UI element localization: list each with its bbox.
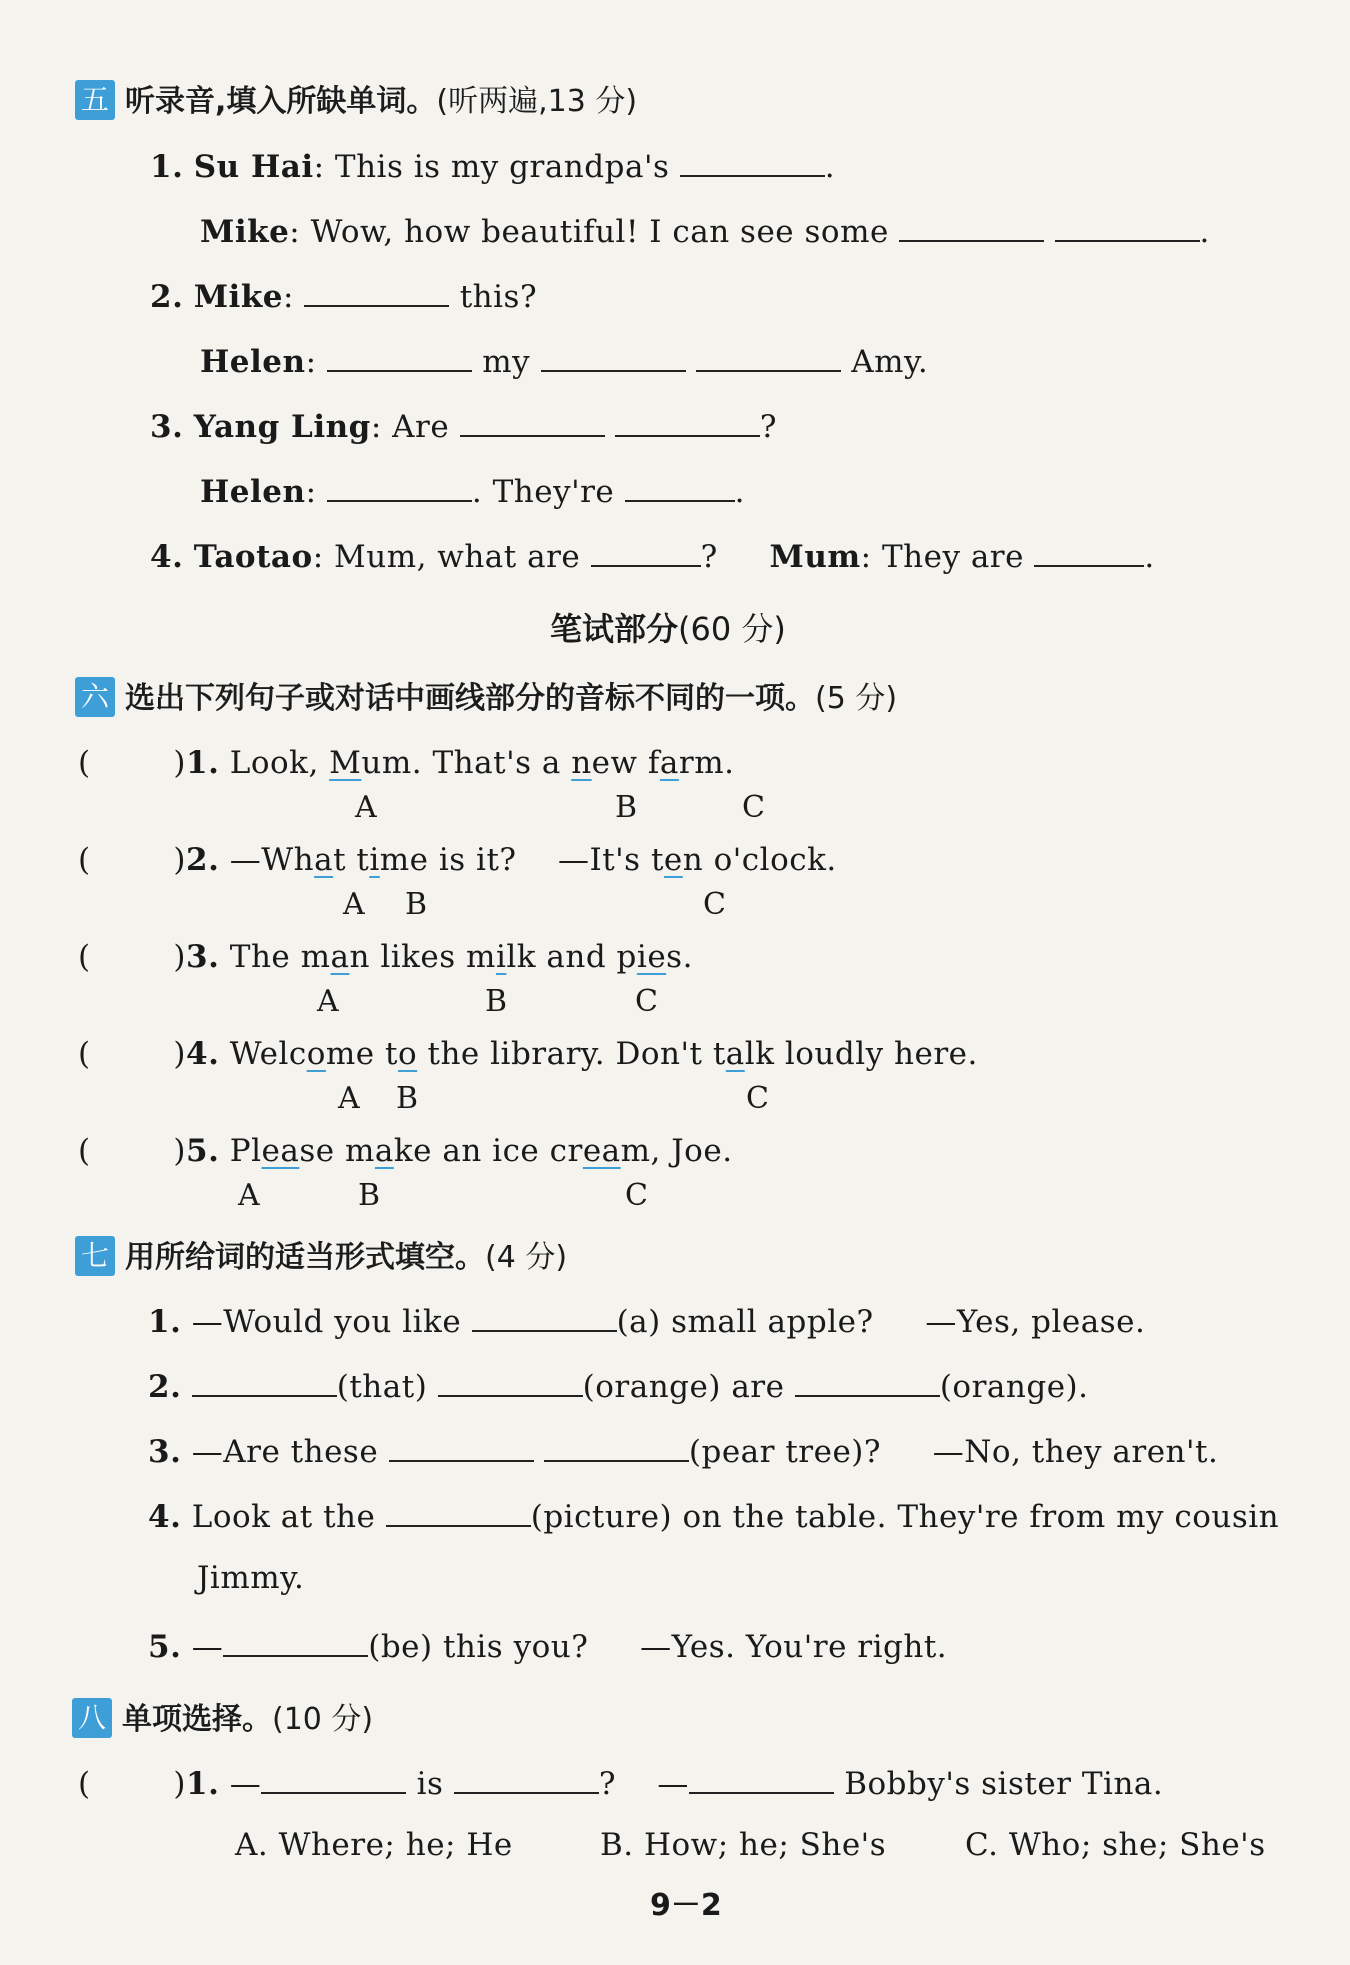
answer-blank[interactable] [615, 405, 760, 437]
sentence-text: me is it? —It's t [379, 842, 664, 878]
sentence-text: se m [299, 1133, 375, 1169]
question-number: 1. [186, 1766, 220, 1802]
answer-blank[interactable] [389, 1430, 534, 1462]
question-text: (picture) on the table. They're from my cousin [530, 1499, 1280, 1535]
answer-paren[interactable]: ( ) [78, 1766, 187, 1802]
question-number: 4. [150, 539, 184, 575]
page-number: 9－2 [650, 1888, 722, 1923]
answer-blank[interactable] [591, 535, 701, 567]
underlined-part: e [663, 842, 683, 878]
question-number: 4. [186, 1036, 220, 1072]
answer-blank[interactable] [696, 340, 841, 372]
s8-choice-c[interactable]: C. Who; she; She's [965, 1827, 1266, 1863]
section-5-score: (听两遍,13 分) [436, 84, 638, 119]
question-number: 2. [148, 1369, 182, 1405]
question-text: (orange) are [582, 1369, 785, 1405]
written-title-text: 笔试部分 [550, 610, 679, 648]
section-8-header [72, 1694, 373, 1741]
sentence-text: m, Joe. [620, 1133, 733, 1169]
answer-blank[interactable] [1034, 535, 1144, 567]
s7-item-4-continued [197, 1560, 304, 1596]
sentence-text: lk loudly here. [744, 1036, 978, 1072]
underlined-part: ie [636, 939, 667, 975]
option-label-a: A [317, 984, 339, 1019]
answer-blank[interactable] [680, 145, 825, 177]
punctuation: . [1199, 214, 1210, 250]
answer-blank[interactable] [386, 1495, 531, 1527]
section-5-header [75, 76, 637, 123]
s6-item-5 [78, 1133, 733, 1169]
s7-item-3 [148, 1430, 1218, 1470]
question-text: : Mum, what are [312, 539, 581, 575]
question-number: 5. [186, 1133, 220, 1169]
question-number: 3. [150, 409, 184, 445]
question-text: : Wow, how beautiful! I can see some [289, 214, 889, 250]
answer-blank[interactable] [625, 470, 735, 502]
s7-item-1 [148, 1300, 1145, 1340]
s5-q1-line2 [200, 210, 1210, 250]
answer-blank[interactable] [327, 340, 472, 372]
question-number: 3. [148, 1434, 182, 1470]
answer-blank[interactable] [689, 1762, 834, 1794]
answer-blank[interactable] [899, 210, 1044, 242]
punctuation: ? [700, 539, 718, 575]
question-text: (orange). [939, 1369, 1089, 1405]
question-text: —Are these [191, 1434, 379, 1470]
answer-blank[interactable] [544, 1430, 689, 1462]
answer-blank[interactable] [327, 470, 472, 502]
sentence-text: n likes m [349, 939, 496, 975]
option-label-b: B [405, 887, 428, 922]
punctuation: . [734, 474, 745, 510]
answer-paren[interactable]: ( ) [78, 842, 187, 878]
s6-item-2 [78, 842, 837, 878]
sentence-text: —Wh [229, 842, 315, 878]
underlined-part: a [374, 1133, 394, 1169]
punctuation: . [1144, 539, 1155, 575]
question-number: 2. [186, 842, 220, 878]
option-label-b: B [396, 1081, 419, 1116]
section-7-header [75, 1232, 567, 1279]
question-text: Jimmy. [197, 1560, 305, 1596]
speaker-name: Helen [200, 474, 306, 510]
question-text: (be) this you? —Yes. You're right. [368, 1629, 948, 1665]
written-score: (60 分) [678, 610, 786, 648]
option-label-c: C [635, 984, 658, 1019]
sentence-text: um. That's a [361, 745, 572, 781]
s7-item-4 [148, 1495, 1279, 1535]
underlined-part: ea [582, 1133, 621, 1169]
speaker-name: Taotao [193, 539, 313, 575]
s5-q4-line [150, 535, 1155, 575]
s5-q1-line1 [150, 145, 835, 185]
speaker-name: Mum [769, 539, 861, 575]
underlined-part: M [329, 745, 362, 781]
option-label-a: A [238, 1178, 260, 1213]
question-number: 5. [148, 1629, 182, 1665]
question-text: Bobby's sister Tina. [844, 1766, 1164, 1802]
question-text: (a) small apple? —Yes, please. [616, 1304, 1146, 1340]
answer-blank[interactable] [192, 1365, 337, 1397]
underlined-part: i [369, 842, 380, 878]
speaker-name: Helen [200, 344, 306, 380]
s8-choice-b[interactable]: B. How; he; She's [600, 1827, 887, 1863]
answer-paren[interactable]: ( ) [78, 939, 187, 975]
speaker-name: Mike [200, 214, 290, 250]
punctuation: ? [759, 409, 778, 445]
question-text: : This is my grandpa's [313, 149, 670, 185]
s6-item-1 [78, 745, 734, 781]
sentence-text: s. [666, 939, 693, 975]
question-text: : They are [860, 539, 1024, 575]
underlined-part: n [571, 745, 592, 781]
question-text: —Would you like [191, 1304, 462, 1340]
sentence-text: me t [325, 1036, 398, 1072]
answer-paren[interactable]: ( ) [78, 1036, 187, 1072]
section-6-score: (5 分) [815, 681, 898, 716]
sentence-text: lk and p [506, 939, 637, 975]
written-part-title [550, 604, 786, 650]
question-number: 2. [150, 279, 184, 315]
s7-item-2 [148, 1365, 1089, 1405]
option-label-c: C [746, 1081, 769, 1116]
underlined-part: ea [261, 1133, 300, 1169]
option-label-c: C [625, 1178, 648, 1213]
answer-blank[interactable] [223, 1625, 368, 1657]
option-label-b: B [485, 984, 508, 1019]
section-7-title: 用所给词的适当形式填空。 [125, 1240, 485, 1275]
sentence-text: ew f [591, 745, 660, 781]
speaker-name: Su Hai [193, 149, 314, 185]
s5-q2-line1 [150, 275, 537, 315]
option-label-a: A [338, 1081, 360, 1116]
sentence-text: The m [229, 939, 331, 975]
sentence-text: rm. [678, 745, 735, 781]
underlined-part: a [725, 1036, 745, 1072]
section-8-score: (10 分) [272, 1702, 374, 1737]
section-8-number-badge: 八 [72, 1698, 112, 1738]
question-text: (that) [336, 1369, 428, 1405]
answer-blank[interactable] [460, 405, 605, 437]
s7-item-5 [148, 1625, 947, 1665]
section-6-header [75, 673, 897, 720]
answer-paren[interactable]: ( ) [78, 745, 187, 781]
question-number: 1. [186, 745, 220, 781]
underlined-part: o [306, 1036, 326, 1072]
answer-blank[interactable] [472, 1300, 617, 1332]
sentence-text: Welc [229, 1036, 307, 1072]
answer-blank[interactable] [438, 1365, 583, 1397]
underlined-part: a [659, 745, 679, 781]
question-text: Look at the [191, 1499, 376, 1535]
sentence-text: t t [333, 842, 370, 878]
answer-paren[interactable]: ( ) [78, 1133, 187, 1169]
s8-question-1 [78, 1762, 1163, 1802]
speaker-name: Yang Ling [193, 409, 371, 445]
punctuation: . [824, 149, 836, 185]
sentence-text: the library. Don't t [417, 1036, 726, 1072]
question-text: : Are [370, 409, 450, 445]
answer-blank[interactable] [541, 340, 686, 372]
question-text: ? — [598, 1766, 689, 1802]
sentence-text: Look, [229, 745, 330, 781]
section-6-title: 选出下列句子或对话中画线部分的音标不同的一项。 [125, 681, 815, 716]
question-number: 1. [148, 1304, 182, 1340]
question-number: 1. [150, 149, 184, 185]
underlined-part: o [397, 1036, 418, 1072]
answer-blank[interactable] [1055, 210, 1200, 242]
sentence-text: n o'clock. [682, 842, 837, 878]
answer-blank[interactable] [454, 1762, 599, 1794]
question-text: this? [459, 279, 538, 315]
question-text: my [482, 344, 531, 380]
speaker-name: Mike [193, 279, 284, 315]
answer-blank[interactable] [795, 1365, 940, 1397]
option-label-b: B [615, 790, 638, 825]
option-label-b: B [358, 1178, 381, 1213]
answer-blank[interactable] [304, 275, 449, 307]
s5-q2-line2 [200, 340, 928, 380]
section-5-number-badge: 五 [75, 80, 115, 120]
section-7-score: (4 分) [485, 1240, 568, 1275]
question-text: — [229, 1766, 262, 1802]
s5-q3-line1 [150, 405, 777, 445]
section-7-number-badge: 七 [75, 1236, 115, 1276]
s5-q3-line2 [200, 470, 745, 510]
question-number: 4. [148, 1499, 182, 1535]
question-text: Amy. [851, 344, 929, 380]
question-text: . They're [471, 474, 615, 510]
punctuation: : [305, 344, 317, 380]
section-6-number-badge: 六 [75, 677, 115, 717]
punctuation: : [305, 474, 317, 510]
underlined-part: a [330, 939, 350, 975]
option-label-a: A [343, 887, 365, 922]
s6-item-4 [78, 1036, 978, 1072]
section-5-title: 听录音,填入所缺单词。 [125, 84, 437, 119]
option-label-c: C [742, 790, 765, 825]
underlined-part: a [314, 842, 334, 878]
question-text: (pear tree)? —No, they aren't. [688, 1434, 1219, 1470]
sentence-text: Pl [229, 1133, 262, 1169]
s6-item-3 [78, 939, 693, 975]
section-8-title: 单项选择。 [122, 1702, 272, 1737]
option-label-c: C [703, 887, 726, 922]
question-number: 3. [186, 939, 220, 975]
question-text: — [191, 1629, 224, 1665]
underlined-part: i [495, 939, 507, 975]
option-label-a: A [355, 790, 377, 825]
sentence-text: ke an ice cr [393, 1133, 583, 1169]
punctuation: : [283, 279, 294, 315]
answer-blank[interactable] [261, 1762, 406, 1794]
s8-choice-a[interactable]: A. Where; he; He [235, 1827, 513, 1863]
question-text: is [416, 1766, 444, 1802]
